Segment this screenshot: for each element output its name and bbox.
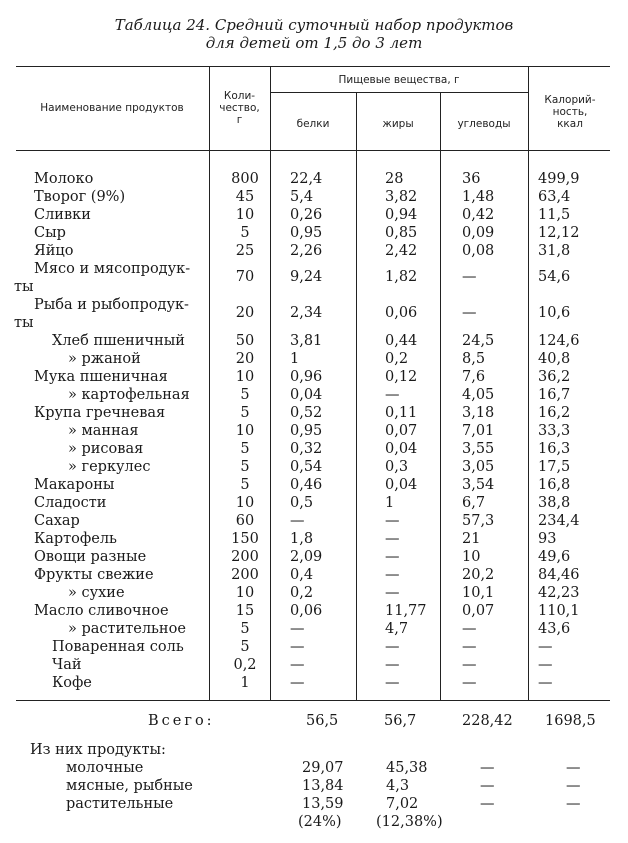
fat-cell: — — [385, 513, 400, 529]
quantity-cell: 5 — [240, 621, 250, 637]
quantity-cell: 10 — [235, 585, 255, 601]
protein-cell: 9,24 — [290, 269, 323, 285]
carbs-cell: — — [462, 269, 477, 285]
carbs-cell: — — [462, 305, 477, 321]
protein-cell: 2,34 — [290, 305, 323, 321]
table-row — [0, 602, 628, 620]
table-row — [0, 674, 628, 692]
breakdown-carbs: — — [480, 796, 495, 812]
carbs-cell: 3,18 — [462, 405, 495, 421]
fat-cell: 4,7 — [385, 621, 409, 637]
product-name: Хлеб пшеничный — [52, 333, 185, 349]
carbs-cell: 3,54 — [462, 477, 495, 493]
carbs-cell: — — [462, 657, 477, 673]
kcal-cell: 63,4 — [538, 189, 571, 205]
product-name: » ржаной — [68, 351, 141, 367]
breakdown-kcal: — — [566, 778, 581, 794]
header-carbs: углеводы — [457, 118, 511, 130]
kcal-cell: 84,46 — [538, 567, 580, 583]
breakdown-fat: 7,02 — [386, 796, 419, 812]
kcal-cell: 17,5 — [538, 459, 571, 475]
table-row — [0, 476, 628, 494]
quantity-cell: 10 — [235, 369, 255, 385]
product-name: Кофе — [52, 675, 92, 691]
table-row — [0, 566, 628, 584]
quantity-cell: 50 — [235, 333, 255, 349]
protein-cell: 0,52 — [290, 405, 323, 421]
fat-cell: 0,12 — [385, 369, 418, 385]
product-name: Масло сливочное — [34, 603, 169, 619]
product-name-continuation: ты — [14, 315, 34, 331]
protein-cell: — — [290, 639, 305, 655]
quantity-cell: 1 — [240, 675, 250, 691]
quantity-cell: 20 — [235, 305, 255, 321]
kcal-cell: 110,1 — [538, 603, 580, 619]
carbs-cell: 21 — [462, 531, 481, 547]
breakdown-name: молочные — [66, 760, 144, 776]
protein-cell: 2,09 — [290, 549, 323, 565]
breakdown-kcal: — — [566, 760, 581, 776]
header-kcal: Калорий- ность, ккал — [544, 94, 596, 130]
fat-cell: 1,82 — [385, 269, 418, 285]
protein-cell: 1,8 — [290, 531, 314, 547]
product-name: Сладости — [34, 495, 107, 511]
quantity-cell: 200 — [231, 549, 259, 565]
product-name: » сухие — [68, 585, 125, 601]
kcal-cell: 499,9 — [538, 171, 580, 187]
kcal-cell: 16,8 — [538, 477, 571, 493]
table-row — [0, 206, 628, 224]
protein-cell: 0,4 — [290, 567, 314, 583]
breakdown-protein: 13,59 — [302, 796, 344, 812]
protein-cell: 2,26 — [290, 243, 323, 259]
carbs-cell: 0,07 — [462, 603, 495, 619]
fat-cell: — — [385, 657, 400, 673]
total-carbs: 228,42 — [462, 713, 513, 729]
protein-percent: (24%) — [298, 814, 342, 830]
carbs-cell: 10 — [462, 549, 481, 565]
fat-cell: 11,77 — [385, 603, 427, 619]
body-bottom-rule — [16, 700, 610, 701]
protein-cell: — — [290, 513, 305, 529]
breakdown-carbs: — — [480, 760, 495, 776]
protein-cell: 0,2 — [290, 585, 314, 601]
carbs-cell: 0,08 — [462, 243, 495, 259]
quantity-cell: 70 — [235, 269, 255, 285]
breakdown-protein: 13,84 — [302, 778, 344, 794]
fat-cell: 2,42 — [385, 243, 418, 259]
kcal-cell: 33,3 — [538, 423, 571, 439]
table-row — [0, 494, 628, 512]
table-row — [0, 530, 628, 548]
carbs-cell: 24,5 — [462, 333, 495, 349]
fat-cell: 0,06 — [385, 305, 418, 321]
fat-cell: — — [385, 585, 400, 601]
table-row — [0, 368, 628, 386]
product-name: Рыба и рыбопродук- — [34, 297, 189, 313]
carbs-cell: 8,5 — [462, 351, 486, 367]
table-row — [0, 260, 628, 295]
carbs-cell: 20,2 — [462, 567, 495, 583]
total-protein: 56,5 — [306, 713, 339, 729]
protein-cell: 0,06 — [290, 603, 323, 619]
carbs-cell: 4,05 — [462, 387, 495, 403]
product-name: Сыр — [34, 225, 66, 241]
fat-cell: 0,2 — [385, 351, 409, 367]
fat-cell: 0,07 — [385, 423, 418, 439]
kcal-cell: 40,8 — [538, 351, 571, 367]
fat-cell: 0,44 — [385, 333, 418, 349]
header-name: Наименование продуктов — [40, 102, 184, 114]
protein-cell: 0,46 — [290, 477, 323, 493]
breakdown-carbs: — — [480, 778, 495, 794]
kcal-cell: — — [538, 639, 553, 655]
table-row — [0, 296, 628, 331]
product-name: Мука пшеничная — [34, 369, 168, 385]
breakdown-heading: Из них продукты: — [30, 742, 166, 758]
carbs-cell: 6,7 — [462, 495, 486, 511]
breakdown-protein: 29,07 — [302, 760, 344, 776]
quantity-cell: 10 — [235, 495, 255, 511]
fat-cell: — — [385, 387, 400, 403]
quantity-cell: 5 — [240, 441, 250, 457]
fat-cell: 3,82 — [385, 189, 418, 205]
table-row — [0, 170, 628, 188]
header-bottom-rule — [16, 150, 610, 151]
quantity-cell: 150 — [231, 531, 259, 547]
kcal-cell: 36,2 — [538, 369, 571, 385]
carbs-cell: 0,42 — [462, 207, 495, 223]
header-protein: белки — [296, 118, 330, 130]
product-name: Овощи разные — [34, 549, 147, 565]
carbs-cell: — — [462, 675, 477, 691]
fat-cell: 1 — [385, 495, 395, 511]
breakdown-fat: 4,3 — [386, 778, 410, 794]
table-row — [0, 584, 628, 602]
header-nutrients: Пищевые вещества, г — [338, 74, 460, 86]
product-name: Мясо и мясопродук- — [34, 261, 191, 277]
product-name: Сахар — [34, 513, 80, 529]
quantity-cell: 0,2 — [233, 657, 257, 673]
product-name: » манная — [68, 423, 139, 439]
kcal-cell: 93 — [538, 531, 557, 547]
fat-cell: 0,3 — [385, 459, 409, 475]
table-row — [0, 386, 628, 404]
product-name: Чай — [52, 657, 82, 673]
carbs-cell: 7,01 — [462, 423, 495, 439]
quantity-cell: 10 — [235, 423, 255, 439]
quantity-cell: 10 — [235, 207, 255, 223]
protein-cell: 0,32 — [290, 441, 323, 457]
header-fat: жиры — [382, 118, 414, 130]
fat-cell: — — [385, 639, 400, 655]
kcal-cell: 16,2 — [538, 405, 571, 421]
product-name: Крупа гречневая — [34, 405, 166, 421]
total-label: Всего: — [148, 713, 215, 729]
title-line-2: для детей от 1,5 до 3 лет — [205, 34, 423, 52]
table-row — [0, 242, 628, 260]
carbs-cell: 1,48 — [462, 189, 495, 205]
quantity-cell: 5 — [240, 225, 250, 241]
fat-cell: 0,04 — [385, 441, 418, 457]
fat-cell: — — [385, 675, 400, 691]
quantity-cell: 5 — [240, 477, 250, 493]
fat-cell: — — [385, 549, 400, 565]
fat-percent: (12,38%) — [376, 814, 443, 830]
table-row — [0, 404, 628, 422]
protein-cell: 0,26 — [290, 207, 323, 223]
breakdown-name: растительные — [66, 796, 174, 812]
protein-cell: 22,4 — [290, 171, 323, 187]
total-fat: 56,7 — [384, 713, 417, 729]
fat-cell: — — [385, 567, 400, 583]
kcal-cell: 16,7 — [538, 387, 571, 403]
protein-cell: — — [290, 621, 305, 637]
table-row — [0, 332, 628, 350]
protein-cell: 0,95 — [290, 423, 323, 439]
product-name: » картофельная — [68, 387, 190, 403]
kcal-cell: 42,23 — [538, 585, 580, 601]
protein-cell: 0,04 — [290, 387, 323, 403]
table-row — [0, 422, 628, 440]
kcal-cell: 31,8 — [538, 243, 571, 259]
protein-cell: — — [290, 675, 305, 691]
kcal-cell: 124,6 — [538, 333, 580, 349]
table-top-rule — [16, 66, 610, 67]
kcal-cell: 234,4 — [538, 513, 580, 529]
product-name: Яйцо — [34, 243, 74, 259]
carbs-cell: — — [462, 621, 477, 637]
nutrients-rule — [270, 92, 528, 93]
quantity-cell: 60 — [235, 513, 255, 529]
product-name: » геркулес — [68, 459, 151, 475]
table-row — [0, 188, 628, 206]
carbs-cell: 3,05 — [462, 459, 495, 475]
product-name-continuation: ты — [14, 279, 34, 295]
fat-cell: — — [385, 531, 400, 547]
kcal-cell: 49,6 — [538, 549, 571, 565]
protein-cell: 5,4 — [290, 189, 314, 205]
table-row — [0, 512, 628, 530]
product-name: Творог (9%) — [34, 189, 126, 205]
table-row — [0, 350, 628, 368]
breakdown-kcal: — — [566, 796, 581, 812]
fat-cell: 0,85 — [385, 225, 418, 241]
protein-cell: 0,54 — [290, 459, 323, 475]
fat-cell: 0,11 — [385, 405, 418, 421]
table-row — [0, 440, 628, 458]
carbs-cell: — — [462, 639, 477, 655]
protein-cell: 3,81 — [290, 333, 323, 349]
kcal-cell: — — [538, 675, 553, 691]
table-row — [0, 656, 628, 674]
kcal-cell: 10,6 — [538, 305, 571, 321]
quantity-cell: 5 — [240, 387, 250, 403]
fat-cell: 0,04 — [385, 477, 418, 493]
kcal-cell: 12,12 — [538, 225, 580, 241]
product-name: Фрукты свежие — [34, 567, 154, 583]
protein-cell: 1 — [290, 351, 300, 367]
breakdown-fat: 45,38 — [386, 760, 428, 776]
protein-cell: 0,96 — [290, 369, 323, 385]
kcal-cell: 54,6 — [538, 269, 571, 285]
quantity-cell: 15 — [235, 603, 255, 619]
product-name: » рисовая — [68, 441, 144, 457]
carbs-cell: 0,09 — [462, 225, 495, 241]
carbs-cell: 36 — [462, 171, 481, 187]
kcal-cell: — — [538, 657, 553, 673]
total-kcal: 1698,5 — [545, 713, 596, 729]
carbs-cell: 7,6 — [462, 369, 486, 385]
fat-cell: 28 — [385, 171, 404, 187]
product-name: » растительное — [68, 621, 186, 637]
title-line-1: Таблица 24. Средний суточный набор продуктов — [114, 16, 514, 34]
product-name: Картофель — [34, 531, 117, 547]
carbs-cell: 3,55 — [462, 441, 495, 457]
quantity-cell: 200 — [231, 567, 259, 583]
fat-cell: 0,94 — [385, 207, 418, 223]
carbs-cell: 10,1 — [462, 585, 495, 601]
protein-cell: 0,95 — [290, 225, 323, 241]
header-qty: Коли- чество, г — [219, 90, 260, 126]
table-row — [0, 638, 628, 656]
table-row — [0, 458, 628, 476]
kcal-cell: 38,8 — [538, 495, 571, 511]
table-row — [0, 620, 628, 638]
quantity-cell: 800 — [231, 171, 259, 187]
protein-cell: — — [290, 657, 305, 673]
product-name: Молоко — [34, 171, 94, 187]
product-name: Поваренная соль — [52, 639, 184, 655]
quantity-cell: 45 — [235, 189, 255, 205]
quantity-cell: 5 — [240, 459, 250, 475]
quantity-cell: 25 — [235, 243, 255, 259]
quantity-cell: 20 — [235, 351, 255, 367]
quantity-cell: 5 — [240, 639, 250, 655]
kcal-cell: 16,3 — [538, 441, 571, 457]
kcal-cell: 11,5 — [538, 207, 571, 223]
quantity-cell: 5 — [240, 405, 250, 421]
product-name: Макароны — [34, 477, 115, 493]
table-row — [0, 224, 628, 242]
kcal-cell: 43,6 — [538, 621, 571, 637]
table-row — [0, 548, 628, 566]
protein-cell: 0,5 — [290, 495, 314, 511]
carbs-cell: 57,3 — [462, 513, 495, 529]
product-name: Сливки — [34, 207, 91, 223]
breakdown-name: мясные, рыбные — [66, 778, 193, 794]
